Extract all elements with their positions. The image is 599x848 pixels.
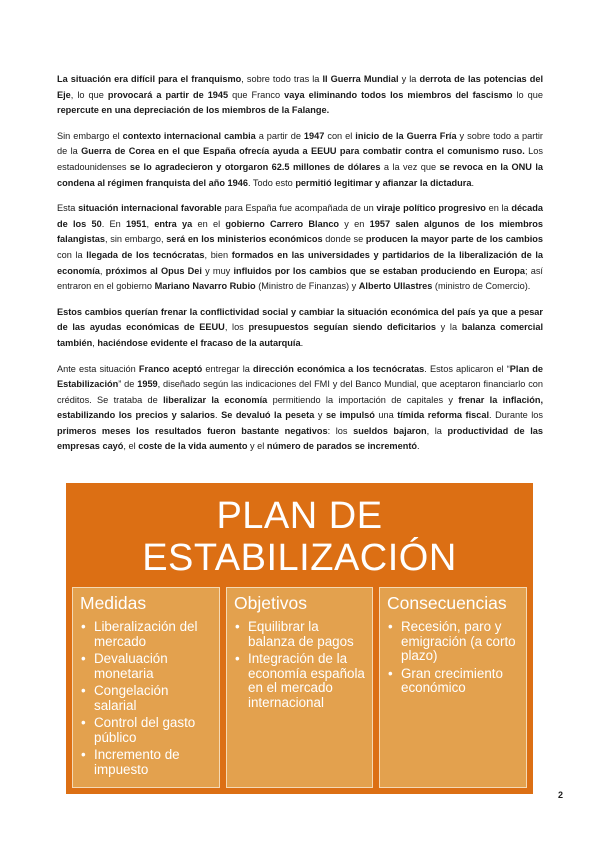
bold-run: Guerra de Corea en el que España ofrecía ayuda a EEUU para combatir contra el comunismo ruso. [81,146,525,157]
text-run: ” de [118,379,138,390]
bold-run: salen algunos de los miembros falangistas [57,218,543,245]
bold-run: frenar la inflación, estabilizando los precios y salarios [57,394,544,421]
diagram-title [66,495,533,579]
bold-run: tímida reforma fiscal [397,410,490,421]
bullet-icon: • [81,715,86,730]
text-run: . Durante los [489,410,544,421]
bold-run: Mariano Navarro Rubio [154,281,256,292]
list-item-text: Liberalización del mercado [94,619,198,649]
text-run: Los estadounidenses [57,146,543,172]
bold-run: próximos al Opus Dei [105,265,202,276]
text-run: y muy [201,265,234,276]
column-consecuencias [379,587,527,788]
text-run: a la vez que [380,161,440,172]
paragraph [57,201,543,295]
text-run: Esta [57,203,79,214]
bold-run: 1947 [303,130,325,141]
text-run: y la [398,74,420,84]
list-item-text: Integración de la economía española en el mercado internacional [248,651,365,710]
bullet-icon: • [81,683,86,698]
text-run: . Estos aplicaron el “ [424,363,510,374]
list-item [80,620,213,649]
text-run: , diseñado según las indicaciones del FMI y del Banco Mundial, que aceptaron financiarlo con créditos. Se trataba de [57,379,544,405]
text-run: , bien [204,249,232,260]
bullet-icon: • [388,665,393,681]
column-medidas [72,587,220,788]
text-run: , sobre todo tras la [241,74,323,84]
text-run: . [215,410,222,421]
bold-run: coste de la vida aumento [138,441,248,452]
bold-run: Plan de Estabilización [57,363,544,390]
text-run: . Todo esto [247,177,296,188]
column-heading: Consecuencias [387,593,507,613]
diagram-title-line-2: ESTABILIZACIÓN [142,537,457,579]
bold-run: se impulsó [325,410,375,421]
text-run: , sin embargo, [105,234,167,245]
paragraph [57,72,543,119]
text-run: lo que [512,89,543,100]
bold-run: gobierno Carrero Blanco [225,218,340,229]
column-heading: Objetivos [234,593,307,613]
text-run: con la [57,249,87,260]
column-list [80,620,213,777]
plan-estabilizacion-diagram [66,483,533,794]
text-run: permitiendo la importación de capitales y [267,394,459,405]
paragraph [57,362,543,456]
text-run: en la [485,203,512,214]
text-run: y la [436,322,462,333]
bold-run: situación internacional favorable [78,203,222,214]
text-run: a partir de [255,130,304,141]
bold-run: Se devaluó la peseta [221,410,315,421]
text-run: y el [247,441,267,452]
text-run: , la [426,425,448,436]
list-item [80,652,213,681]
paragraph [57,129,543,191]
text-run: , los [224,322,249,333]
bold-run: La situación era difícil para el franquismo [57,74,242,84]
page-number: 2 [558,790,564,800]
list-item-text: Recesión, paro y emigración (a corto plazo) [401,619,516,663]
text-run: entregar la [202,363,253,374]
list-item-text: Gran crecimiento económico [401,665,503,695]
text-run: , lo que [70,89,108,100]
bold-run: se lo agradecieron y otorgaron 62.5 millones de dólares [129,161,381,172]
bold-run: repercute en una depreciación de los miembros de la Falange. [57,105,330,116]
bold-run: producen la mayor parte de los cambios [365,234,543,245]
text-run: ; así entraron en el gobierno [57,265,543,292]
bold-run: II Guerra Mundial [322,74,399,84]
text-run: y [314,410,326,421]
list-item [387,620,520,664]
bold-run: formados en las universidades y partidarios de la liberalización de la economía [57,249,544,276]
bold-run: liberalizar la economía [163,394,268,405]
text-run: (Ministro de Finanzas) y [255,281,359,292]
text-run: y en [339,218,370,229]
list-item-text: Incremento de impuesto [94,747,180,777]
bold-run: primeros meses los resultados fueron bastante negativos [57,425,328,436]
text-run: donde se [322,234,366,245]
bold-run: se revoca en la ONU la condena al régimen franquista del año 1946 [57,161,543,188]
text-run: que Franco [228,89,285,100]
bold-run: vaya eliminando todos los miembros del fascismo [284,89,513,100]
text-run: , [146,218,155,229]
column-heading: Medidas [80,593,147,613]
text-run: (ministro de Comercio). [432,281,531,292]
bold-run: Alberto Ullastres [358,281,433,292]
list-item [80,716,213,745]
list-item-text: Devaluación monetaria [94,651,168,681]
bullet-icon: • [235,651,240,666]
bold-run: entra ya [154,218,193,229]
bullet-icon: • [81,651,86,666]
paragraph [57,305,543,352]
bold-run: permitió legitimar y afianzar la dictadura [295,177,472,188]
text-run: una [374,410,398,421]
bold-run: presupuestos seguían siendo deficitarios [248,322,437,333]
bold-run: haciéndose evidente el fracaso de la autarquía [97,337,301,348]
list-item [80,748,213,777]
text-run: , el [123,441,139,452]
bold-run: viraje político progresivo [376,203,486,214]
bold-run: dirección económica a los tecnócratas [253,363,425,374]
text-run: : los [327,425,354,436]
bold-run: 1951 [126,218,147,229]
text-run: . [300,337,304,348]
text-run: , [92,337,98,348]
text-run: con el [324,130,356,141]
bold-run: llegada de los tecnócratas [86,249,205,260]
bold-run: 1957 [369,218,391,229]
diagram-title-line-1: PLAN DE [216,495,383,537]
text-run: Ante esta situación [57,363,139,374]
bold-run: 1959 [137,379,158,390]
bold-run: contexto internacional cambia [122,130,256,141]
bold-run: balanza comercial también [57,322,544,348]
text-run: Sin embargo el [57,130,123,141]
text-run: . [471,177,475,188]
bold-run: número de parados se incrementó [266,441,417,452]
text-run: y sobre todo a partir de la [57,130,543,157]
bold-run: sueldos bajaron [353,425,427,436]
list-item [80,684,213,713]
text-run: . [417,441,420,452]
text-run: . En [101,218,127,229]
column-objetivos [226,587,373,788]
column-list [387,620,520,696]
bold-run: provocará a partir de 1945 [107,89,229,100]
bullet-icon: • [235,619,240,634]
list-item-text: Congelación salarial [94,683,169,713]
list-item [234,620,366,649]
bold-run: derrota de las potencias del Eje [57,74,543,100]
column-list [234,620,366,710]
bold-run: Estos cambios querían frenar la conflictividad social y cambiar la situación económica del país ya que a pesar de las ayudas económicas de EEUU [57,306,543,333]
bullet-icon: • [81,747,86,762]
text-run: en el [192,218,226,229]
bold-run: será en los ministerios económicos [166,234,323,245]
bold-run: productividad de las empresas cayó [57,425,543,452]
list-item [387,667,520,696]
text-run: , [99,265,106,276]
bullet-icon: • [388,619,393,634]
list-item-text: Control del gasto público [94,715,196,745]
bold-run: Franco aceptó [138,363,203,374]
body-text [57,72,543,465]
bold-run: década de los 50 [57,203,543,229]
bold-run: inicio de la Guerra Fría [355,130,457,141]
list-item [234,652,366,710]
bullet-icon: • [81,619,86,634]
list-item-text: Equilibrar la balanza de pagos [248,619,354,649]
bold-run: influidos por los cambios que se estaban produciendo en Europa [233,265,525,276]
text-run: para España fue acompañada de un [221,203,377,214]
